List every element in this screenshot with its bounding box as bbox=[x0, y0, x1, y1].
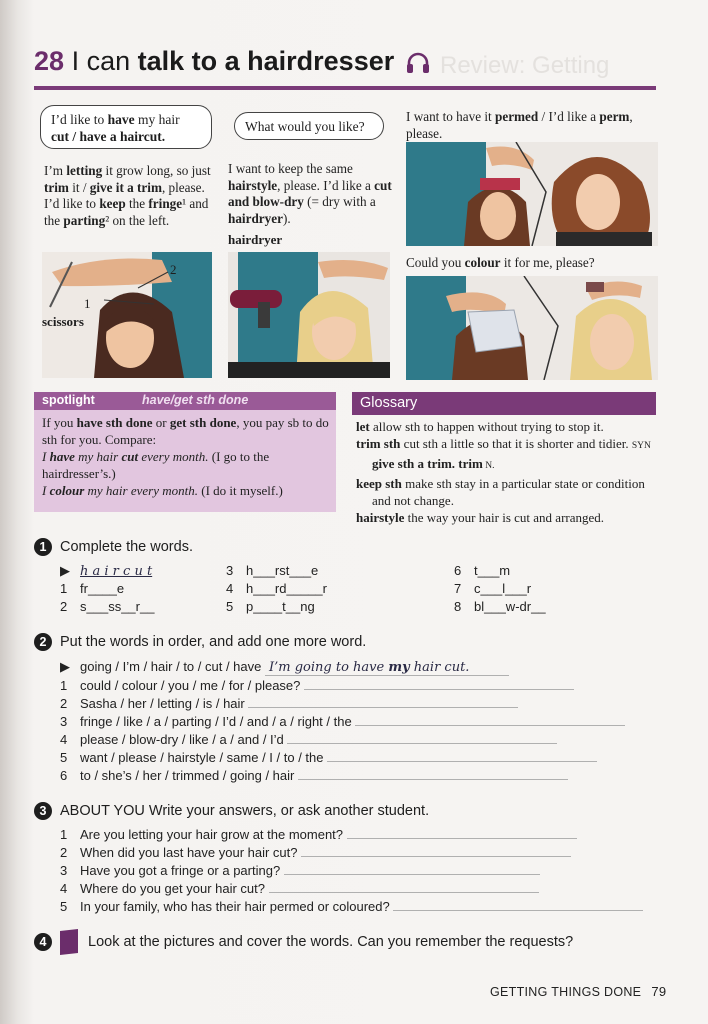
item-number: 1 bbox=[60, 581, 68, 596]
glossary-header: Glossary bbox=[352, 392, 656, 415]
exercise-3-item bbox=[60, 827, 577, 842]
t: , you pay sb to do sth for you. Compare: bbox=[42, 415, 329, 447]
answer-line[interactable] bbox=[298, 770, 568, 780]
b: give it a trim bbox=[89, 179, 162, 195]
t: (I go to the hairdresser’s.) bbox=[42, 449, 270, 481]
item-number: 1 bbox=[60, 827, 68, 842]
exercise-2-item bbox=[60, 750, 597, 765]
glossary-entry bbox=[356, 435, 652, 475]
item-number: 2 bbox=[60, 599, 68, 614]
speech-bubble-haircut bbox=[40, 105, 212, 149]
spotlight-header bbox=[34, 392, 336, 410]
text-letting-grow bbox=[44, 163, 212, 229]
glossary-definition: allow sth to happen without trying to stop it. bbox=[369, 419, 604, 434]
example-answer-added: my bbox=[388, 660, 410, 675]
headphones-icon[interactable] bbox=[406, 52, 430, 74]
illustration-perm bbox=[406, 142, 658, 246]
glossary-entry bbox=[356, 509, 652, 526]
exercise-2-item bbox=[60, 732, 557, 747]
t: I bbox=[42, 483, 50, 498]
b: get sth done bbox=[169, 415, 237, 430]
b: trim bbox=[44, 179, 69, 195]
t: , please. I’d like to bbox=[44, 179, 205, 211]
item-text: h___rst___e bbox=[246, 563, 319, 578]
exercise-title: ABOUT YOU Write your answers, or ask another student. bbox=[60, 802, 430, 819]
exercise-1-item[interactable] bbox=[454, 563, 510, 578]
t: / I’d like a bbox=[538, 109, 600, 124]
bubble-text: What would you like? bbox=[245, 119, 365, 134]
b: hairdryer bbox=[228, 210, 283, 226]
t: (= dry with a bbox=[303, 194, 376, 209]
b: hairstyle bbox=[228, 177, 278, 193]
b: letting bbox=[66, 163, 103, 178]
exercise-3-heading bbox=[34, 802, 429, 820]
exercise-1-item[interactable] bbox=[454, 581, 531, 596]
t: , please. I’d like a bbox=[277, 177, 375, 193]
exercise-1-item[interactable] bbox=[60, 581, 124, 596]
item-text: When did you last have your hair cut? bbox=[80, 845, 298, 860]
marker-parting: 2 bbox=[170, 262, 177, 277]
exercise-2-example bbox=[60, 659, 509, 675]
marker-fringe: 1 bbox=[84, 296, 91, 311]
item-number: 4 bbox=[226, 581, 234, 596]
glossary-definition: make sth stay in a particular state or condition and not change. bbox=[372, 476, 645, 508]
item-number: 1 bbox=[60, 678, 68, 693]
item-text: t___m bbox=[474, 563, 511, 578]
answer-line[interactable] bbox=[304, 680, 574, 690]
exercise-title: Put the words in order, and add one more word. bbox=[60, 633, 367, 650]
exercise-3-item bbox=[60, 899, 643, 914]
t: (I do it myself.) bbox=[197, 483, 283, 498]
item-number: 2 bbox=[60, 696, 68, 711]
answer-line[interactable] bbox=[248, 698, 518, 708]
answer-line[interactable] bbox=[287, 734, 557, 744]
item-text: fringe / like / a / parting / I’d / and / a / right / the bbox=[80, 714, 352, 729]
b: cut bbox=[121, 449, 139, 464]
item-text: want / please / hairstyle / same / I / to / the bbox=[80, 750, 324, 765]
item-number: 7 bbox=[454, 581, 462, 596]
bubble-text: I’d like to bbox=[51, 112, 108, 127]
glossary-synonym: give sth a trim. bbox=[372, 456, 456, 471]
answer-line[interactable] bbox=[393, 901, 643, 911]
example-prompt: going / I’m / hair / to / cut / have bbox=[80, 659, 262, 674]
t: If you bbox=[42, 415, 77, 430]
exercise-2-item bbox=[60, 696, 518, 711]
t: my hair bbox=[74, 449, 122, 464]
glossary-entry bbox=[356, 418, 652, 435]
glossary-term: trim sth bbox=[356, 436, 401, 451]
item-text: s___ss__r__ bbox=[80, 599, 155, 614]
exercise-1-item[interactable] bbox=[60, 599, 154, 614]
glossary-term: let bbox=[356, 419, 370, 434]
b: fringe bbox=[148, 196, 183, 211]
item-number: 4 bbox=[60, 881, 68, 896]
item-text: please / blow-dry / like / a / and / I’d bbox=[80, 732, 284, 747]
speech-bubble-question bbox=[234, 112, 384, 140]
syn-label: SYN bbox=[631, 441, 651, 451]
t: my hair every month. bbox=[84, 483, 198, 498]
exercise-2-item bbox=[60, 714, 625, 729]
glossary-term: trim bbox=[455, 456, 483, 471]
item-number: 4 bbox=[60, 732, 68, 747]
item-number: 2 bbox=[60, 845, 68, 860]
b: parting bbox=[63, 212, 106, 228]
t: the bbox=[125, 196, 149, 211]
b: colour bbox=[49, 483, 85, 498]
exercise-2-item bbox=[60, 768, 568, 783]
t: I want to have it bbox=[406, 109, 495, 124]
item-number: 5 bbox=[226, 599, 234, 614]
example-marker: ▶ bbox=[60, 659, 70, 674]
title-rule bbox=[34, 86, 656, 90]
exercise-2-heading bbox=[34, 633, 366, 651]
exercise-3-item bbox=[60, 881, 539, 896]
t: ). bbox=[282, 210, 291, 226]
spotlight-example-2 bbox=[42, 483, 330, 500]
exercise-1-heading bbox=[34, 538, 193, 556]
item-text: In your family, who has their hair permed or coloured? bbox=[80, 899, 390, 914]
answer-line[interactable] bbox=[327, 752, 597, 762]
unit-number: 28 bbox=[34, 46, 65, 76]
item-number: 5 bbox=[60, 899, 68, 914]
illustration-blowdry bbox=[228, 252, 390, 378]
item-number: 3 bbox=[60, 863, 68, 878]
item-number: 3 bbox=[60, 714, 68, 729]
b: cut and blow-dry bbox=[228, 177, 392, 209]
t: I’m bbox=[44, 163, 67, 178]
answer-line[interactable] bbox=[269, 883, 539, 893]
t: it grow long, so just bbox=[102, 163, 211, 178]
bubble-text: my hair bbox=[134, 112, 180, 127]
label-hairdryer: hairdryer bbox=[228, 232, 283, 247]
example-answer: I’m going to have bbox=[269, 660, 389, 675]
b: keep bbox=[99, 196, 126, 211]
exercise-number: 3 bbox=[34, 802, 52, 820]
b: have sth done bbox=[76, 415, 153, 430]
item-number: 5 bbox=[60, 750, 68, 765]
exercise-1-item[interactable] bbox=[226, 599, 315, 614]
t: it / bbox=[68, 179, 90, 195]
exercise-number: 4 bbox=[34, 933, 52, 951]
spotlight-tag: spotlight bbox=[42, 393, 95, 407]
exercise-1-item[interactable] bbox=[226, 563, 318, 578]
t: , please. bbox=[406, 109, 633, 141]
item-number: 6 bbox=[60, 768, 68, 783]
text-colour bbox=[406, 255, 656, 272]
exercise-3-item bbox=[60, 845, 571, 860]
exercise-1-item[interactable] bbox=[226, 581, 327, 596]
answer-line[interactable] bbox=[347, 829, 577, 839]
exercise-3-item bbox=[60, 863, 540, 878]
t: ² on the left. bbox=[105, 212, 170, 228]
exercise-1-item[interactable] bbox=[454, 599, 546, 614]
item-number: 3 bbox=[226, 563, 234, 578]
unit-title bbox=[34, 46, 430, 77]
item-text: bl___w-dr__ bbox=[474, 599, 546, 614]
item-text: Sasha / her / letting / is / hair bbox=[80, 696, 245, 711]
spotlight-example-1 bbox=[42, 449, 330, 482]
answer-line[interactable] bbox=[355, 716, 625, 726]
t: I want to keep the same bbox=[228, 161, 353, 176]
answer-line[interactable] bbox=[284, 865, 540, 875]
exercise-title: Look at the pictures and cover the words. Can you remember the requests? bbox=[88, 933, 574, 950]
glossary-definition: the way your hair is cut and arranged. bbox=[404, 510, 605, 525]
item-text: Where do you get your hair cut? bbox=[80, 881, 265, 896]
bubble-bold: cut / have a haircut. bbox=[51, 129, 166, 144]
item-text: to / she’s / her / trimmed / going / hair bbox=[80, 768, 295, 783]
item-text: fr____e bbox=[80, 581, 125, 596]
item-text: Are you letting your hair grow at the moment? bbox=[80, 827, 344, 842]
cover-card-icon bbox=[60, 929, 78, 955]
item-number: 6 bbox=[454, 563, 462, 578]
exercise-4-heading bbox=[34, 930, 573, 954]
show-through-text: Review: Getting bbox=[440, 52, 610, 79]
t: Could you bbox=[406, 255, 465, 270]
example-marker: ▶ bbox=[60, 563, 70, 578]
b: colour bbox=[464, 255, 501, 270]
spotlight-explanation bbox=[42, 415, 330, 448]
label-scissors: scissors bbox=[42, 314, 84, 329]
text-cut-blowdry bbox=[228, 161, 394, 227]
b: have bbox=[49, 449, 75, 464]
b: permed bbox=[495, 109, 539, 124]
exercise-2-item bbox=[60, 678, 574, 693]
part-of-speech: N. bbox=[482, 461, 495, 471]
page-number: 79 bbox=[651, 984, 667, 999]
title-bold: talk to a hairdresser bbox=[137, 46, 395, 76]
page-footer bbox=[490, 984, 666, 999]
spotlight-topic: have/get sth done bbox=[142, 393, 249, 407]
exercise-1-example bbox=[60, 563, 152, 579]
t: ¹ and the bbox=[44, 196, 209, 228]
item-text: h___rd_____r bbox=[246, 581, 327, 596]
b: perm bbox=[599, 109, 630, 124]
bubble-bold: have bbox=[107, 112, 135, 127]
glossary-term: keep sth bbox=[356, 476, 402, 491]
t: I bbox=[42, 449, 50, 464]
glossary-entry bbox=[356, 475, 652, 509]
example-answer: h a i r c u t bbox=[80, 564, 153, 579]
exercise-title: Complete the words. bbox=[60, 538, 193, 555]
item-text: c___l___r bbox=[474, 581, 532, 596]
title-plain: I can bbox=[71, 46, 138, 76]
item-text: could / colour / you / me / for / please? bbox=[80, 678, 301, 693]
t: or bbox=[152, 415, 170, 430]
illustration-colour bbox=[406, 276, 658, 380]
glossary-term: hairstyle bbox=[356, 510, 405, 525]
text-perm bbox=[406, 109, 656, 142]
item-text: p____t__ng bbox=[246, 599, 315, 614]
item-number: 8 bbox=[454, 599, 462, 614]
example-answer: hair cut. bbox=[409, 660, 470, 675]
item-text: Have you got a fringe or a parting? bbox=[80, 863, 281, 878]
answer-line[interactable] bbox=[301, 847, 571, 857]
glossary-definition: cut sth a little so that it is shorter and tidier. bbox=[400, 436, 632, 451]
exercise-number: 2 bbox=[34, 633, 52, 651]
footer-section: GETTING THINGS DONE bbox=[490, 985, 642, 999]
glossary-list bbox=[356, 418, 652, 526]
t: every month. bbox=[138, 449, 209, 464]
t: it for me, please? bbox=[500, 255, 595, 270]
exercise-number: 1 bbox=[34, 538, 52, 556]
